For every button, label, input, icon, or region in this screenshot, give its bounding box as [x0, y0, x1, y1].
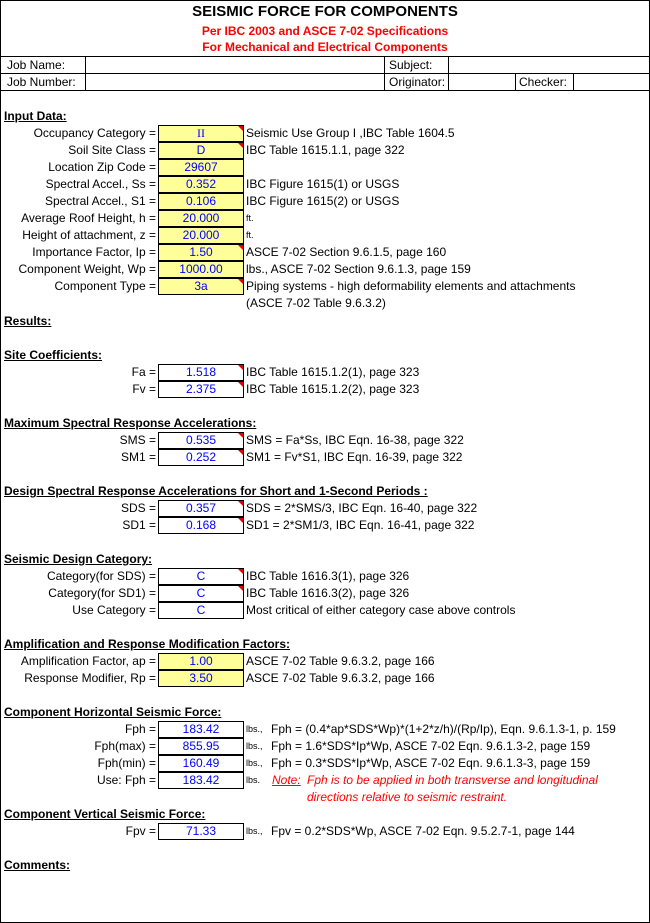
originator-field[interactable]: [449, 74, 514, 90]
spectral-s1-label: Spectral Accel., S1 =: [44, 194, 156, 208]
max-spectral-heading: Maximum Spectral Response Accelerations:: [4, 416, 257, 430]
sd1-note: SD1 = 2*SM1/3, IBC Eqn. 16-41, page 322: [246, 518, 475, 532]
category-sd1-label: Category(for SD1) =: [48, 586, 156, 600]
note-label: Note:: [272, 773, 301, 787]
sds-label: SDS =: [120, 501, 156, 515]
roof-height-input[interactable]: 20.000: [158, 210, 244, 227]
horizontal-force-heading: Component Horizontal Seismic Force:: [4, 705, 222, 719]
sms-note: SMS = Fa*Ss, IBC Eqn. 16-38, page 322: [246, 433, 464, 447]
occupancy-note: Seismic Use Group I ,IBC Table 1604.5: [246, 126, 455, 140]
soil-site-class-note: IBC Table 1615.1.1, page 322: [246, 143, 405, 157]
component-weight-note: lbs., ASCE 7-02 Section 9.6.1.3, page 159: [246, 262, 471, 276]
attachment-height-unit: ft.: [246, 230, 254, 240]
comment-indicator-icon: [238, 126, 243, 131]
site-coefficients-heading: Site Coefficients:: [4, 348, 103, 362]
fph-max-unit: lbs.,: [246, 741, 263, 751]
fa-label: Fa =: [131, 365, 156, 379]
response-modifier-note: ASCE 7-02 Table 9.6.3.2, page 166: [246, 671, 435, 685]
fph-max-label: Fph(max) =: [94, 739, 156, 753]
results-heading: Results:: [4, 314, 52, 328]
checker-label: Checker:: [519, 75, 568, 89]
job-number-label: Job Number:: [7, 75, 76, 89]
component-type-input[interactable]: 3a: [158, 278, 244, 295]
fph-max-value: 855.95: [158, 738, 244, 755]
sd1-value: 0.168: [158, 517, 244, 534]
fpv-value: 71.33: [158, 823, 244, 840]
spectral-ss-label: Spectral Accel., Ss =: [45, 177, 156, 191]
fph-min-note: Fph = 0.3*SDS*Ip*Wp, ASCE 7-02 Eqn. 9.6.1.3-3, page 159: [271, 756, 591, 770]
job-name-label: Job Name:: [7, 58, 66, 72]
fph-note: Fph = (0.4*ap*SDS*Wp)*(1+2*z/h)/(Rp/Ip), Eqn. 9.6.1.3-1, p. 159: [271, 722, 616, 736]
subtitle-components: For Mechanical and Electrical Components: [202, 40, 448, 54]
fph-unit: lbs.,: [246, 724, 263, 734]
sd1-label: SD1 =: [122, 518, 156, 532]
subject-field[interactable]: [449, 57, 648, 73]
spectral-s1-input[interactable]: 0.106: [158, 193, 244, 210]
category-sds-value: C: [158, 568, 244, 585]
importance-factor-label: Importance Factor, Ip =: [32, 245, 156, 259]
comment-indicator-icon: [238, 569, 243, 574]
amplification-heading: Amplification and Response Modification Factors:: [4, 637, 291, 651]
subject-label: Subject:: [389, 58, 433, 72]
amplification-factor-input[interactable]: 1.00: [158, 653, 244, 670]
fv-value: 2.375: [158, 381, 244, 398]
input-data-heading: Input Data:: [4, 109, 67, 123]
component-type-note-reference: (ASCE 7-02 Table 9.6.3.2): [246, 296, 386, 310]
comment-indicator-icon: [238, 586, 243, 591]
zip-code-label: Location Zip Code =: [48, 160, 156, 174]
comment-indicator-icon: [238, 501, 243, 506]
component-type-note: Piping systems - high deformability elements and attachments: [246, 279, 576, 293]
fph-min-label: Fph(min) =: [97, 756, 156, 770]
design-spectral-heading: Design Spectral Response Accelerations for Short and 1-Second Periods :: [4, 484, 428, 498]
response-modifier-input[interactable]: 3.50: [158, 670, 244, 687]
job-name-field[interactable]: [86, 57, 383, 73]
fv-note: IBC Table 1615.1.2(2), page 323: [246, 382, 420, 396]
checker-field[interactable]: [574, 74, 648, 90]
fpv-note: Fpv = 0.2*SDS*Wp, ASCE 7-02 Eqn. 9.5.2.7-1, page 144: [271, 824, 575, 838]
page-title: SEISMIC FORCE FOR COMPONENTS: [192, 3, 458, 20]
component-weight-label: Component Weight, Wp =: [18, 262, 156, 276]
roof-height-label: Average Roof Height, h =: [21, 211, 156, 225]
comment-indicator-icon: [238, 450, 243, 455]
category-sds-label: Category(for SDS) =: [46, 569, 156, 583]
use-category-label: Use Category =: [72, 603, 156, 617]
component-type-label: Component Type =: [54, 279, 156, 293]
header-divider: [515, 73, 516, 90]
fpv-unit: lbs.,: [246, 826, 263, 836]
component-weight-input[interactable]: 1000.00: [158, 261, 244, 278]
spectral-ss-input[interactable]: 0.352: [158, 176, 244, 193]
zip-code-input[interactable]: 29607: [158, 159, 244, 176]
fph-min-value: 160.49: [158, 755, 244, 772]
comment-indicator-icon: [238, 518, 243, 523]
occupancy-label: Occupancy Category =: [33, 126, 156, 140]
sms-label: SMS =: [119, 433, 156, 447]
category-sd1-note: IBC Table 1616.3(2), page 326: [246, 586, 410, 600]
job-number-field[interactable]: [86, 74, 383, 90]
fa-value: 1.518: [158, 364, 244, 381]
attachment-height-input[interactable]: 20.000: [158, 227, 244, 244]
sm1-note: SM1 = Fv*S1, IBC Eqn. 16-39, page 322: [246, 450, 463, 464]
category-sds-note: IBC Table 1616.3(1), page 326: [246, 569, 410, 583]
fph-max-note: Fph = 1.6*SDS*Ip*Wp, ASCE 7-02 Eqn. 9.6.1.3-2, page 159: [271, 739, 591, 753]
sds-value: 0.357: [158, 500, 244, 517]
soil-site-class-input[interactable]: D: [158, 142, 244, 159]
header-bottom-rule: [1, 90, 649, 91]
sm1-value: 0.252: [158, 449, 244, 466]
comment-indicator-icon: [238, 143, 243, 148]
importance-factor-input[interactable]: 1.50: [158, 244, 244, 261]
comment-indicator-icon: [238, 433, 243, 438]
note-text-line1: Fph is to be applied in both transverse and longitudinal: [307, 773, 598, 787]
fa-note: IBC Table 1615.1.2(1), page 323: [246, 365, 420, 379]
amplification-factor-label: Amplification Factor, ap =: [20, 654, 156, 668]
note-text-line2: directions relative to seismic restraint.: [307, 790, 508, 804]
fv-label: Fv =: [132, 382, 156, 396]
spectral-ss-note: IBC Figure 1615(1) or USGS: [246, 177, 400, 191]
sds-note: SDS = 2*SMS/3, IBC Eqn. 16-40, page 322: [246, 501, 478, 515]
fpv-label: Fpv =: [125, 824, 156, 838]
use-fph-unit: lbs.: [246, 775, 261, 785]
comments-heading: Comments:: [4, 858, 71, 872]
sms-value: 0.535: [158, 432, 244, 449]
comment-indicator-icon: [238, 382, 243, 387]
vertical-force-heading: Component Vertical Seismic Force:: [4, 807, 206, 821]
comment-indicator-icon: [238, 279, 243, 284]
originator-label: Originator:: [389, 75, 446, 89]
use-fph-value: 183.42: [158, 772, 244, 789]
attachment-height-label: Height of attachment, z =: [22, 228, 156, 242]
occupancy-input[interactable]: II: [158, 125, 244, 142]
subtitle-specifications: Per IBC 2003 and ASCE 7-02 Specifications: [201, 24, 449, 38]
comment-indicator-icon: [238, 365, 243, 370]
fph-min-unit: lbs.,: [246, 758, 263, 768]
header-divider: [384, 56, 385, 90]
seismic-category-heading: Seismic Design Category:: [4, 552, 153, 566]
sm1-label: SM1 =: [120, 450, 156, 464]
comments-area[interactable]: [4, 874, 644, 918]
use-fph-label: Use: Fph =: [96, 773, 156, 787]
category-sd1-value: C: [158, 585, 244, 602]
amplification-factor-note: ASCE 7-02 Table 9.6.3.2, page 166: [246, 654, 435, 668]
use-category-value: C: [158, 602, 244, 619]
roof-height-unit: ft.: [246, 213, 254, 223]
use-category-note: Most critical of either category case above controls: [246, 603, 516, 617]
fph-label: Fph =: [124, 722, 156, 736]
comment-indicator-icon: [238, 245, 243, 250]
response-modifier-label: Response Modifier, Rp =: [24, 671, 156, 685]
importance-factor-note: ASCE 7-02 Section 9.6.1.5, page 160: [246, 245, 447, 259]
soil-site-class-label: Soil Site Class =: [68, 143, 156, 157]
spectral-s1-note: IBC Figure 1615(2) or USGS: [246, 194, 400, 208]
fph-value: 183.42: [158, 721, 244, 738]
